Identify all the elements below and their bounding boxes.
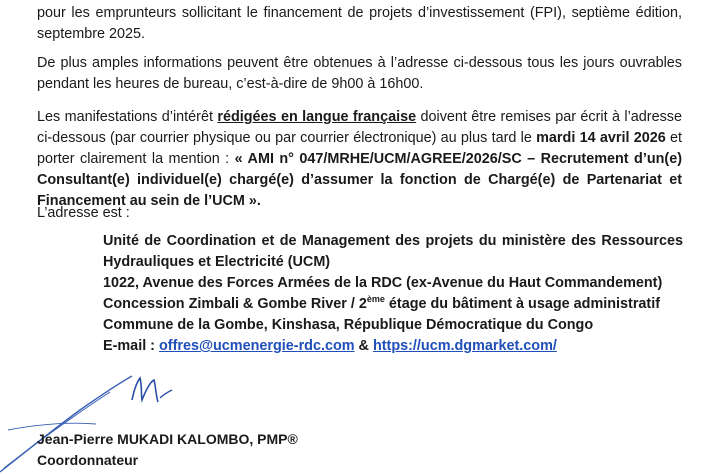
submission-mention: « AMI n° 047/MRHE/UCM/AGREE/2026/SC – Recrutement d’un(e) Consultant(e) individuel(e) chargé(e) d’assumer la fonction de Chargé(e) de Partenariat et Financement au sein de l’UCM ».	[37, 151, 682, 209]
email-link[interactable]: offres@ucmenergie-rdc.com	[158, 338, 355, 354]
floor-superscript: ème	[366, 294, 385, 305]
paragraph-fpi-edition: pour les emprunteurs sollicitant le financement de projets d’investissement (FPI), septième édition, septembre 2025.	[37, 5, 682, 42]
deadline-date: mardi 14 avril 2026	[536, 130, 666, 146]
signatory-role: Coordonnateur	[37, 452, 139, 468]
ampersand: &	[354, 338, 373, 354]
address-line-building	[103, 294, 683, 315]
building-text-1: Concession Zimbali & Gombe River / 2	[103, 296, 367, 312]
website-link[interactable]: https://ucm.dgmarket.com/	[372, 338, 557, 354]
language-requirement: rédigées en langue française	[217, 109, 417, 125]
address-line-commune: Commune de la Gombe, Kinshasa, République Démocratique du Congo	[103, 317, 594, 333]
submission-text-2: doivent être remises par écrit à l’adresse ci-dessous (par courrier physique ou par courrier électronique) au plus tard le	[37, 109, 682, 146]
paragraph-submission	[37, 107, 682, 212]
address-line-organization: Unité de Coordination et de Management des projets du ministère des Ressources Hydrauliques et Electricité (UCM)	[103, 233, 683, 270]
paragraph-more-info: De plus amples informations peuvent être obtenues à l’adresse ci-dessous tous les jours ouvrables pendant les heures de bureau, c’est-à-dire de 9h00 à 16h00.	[37, 55, 682, 92]
address-line-contact	[103, 336, 683, 357]
building-text-2: étage du bâtiment à usage administratif	[384, 296, 661, 312]
submission-text-3: et porter clairement la mention :	[37, 130, 683, 167]
email-label: E-mail :	[103, 338, 159, 354]
address-intro: L’adresse est :	[37, 205, 130, 221]
address-block	[103, 231, 683, 357]
submission-text-1: Les manifestations d’intérêt	[37, 109, 218, 125]
signatory-name: Jean-Pierre MUKADI KALOMBO, PMP®	[37, 431, 298, 447]
address-line-street: 1022, Avenue des Forces Armées de la RDC (ex-Avenue du Haut Commandement)	[103, 275, 663, 291]
